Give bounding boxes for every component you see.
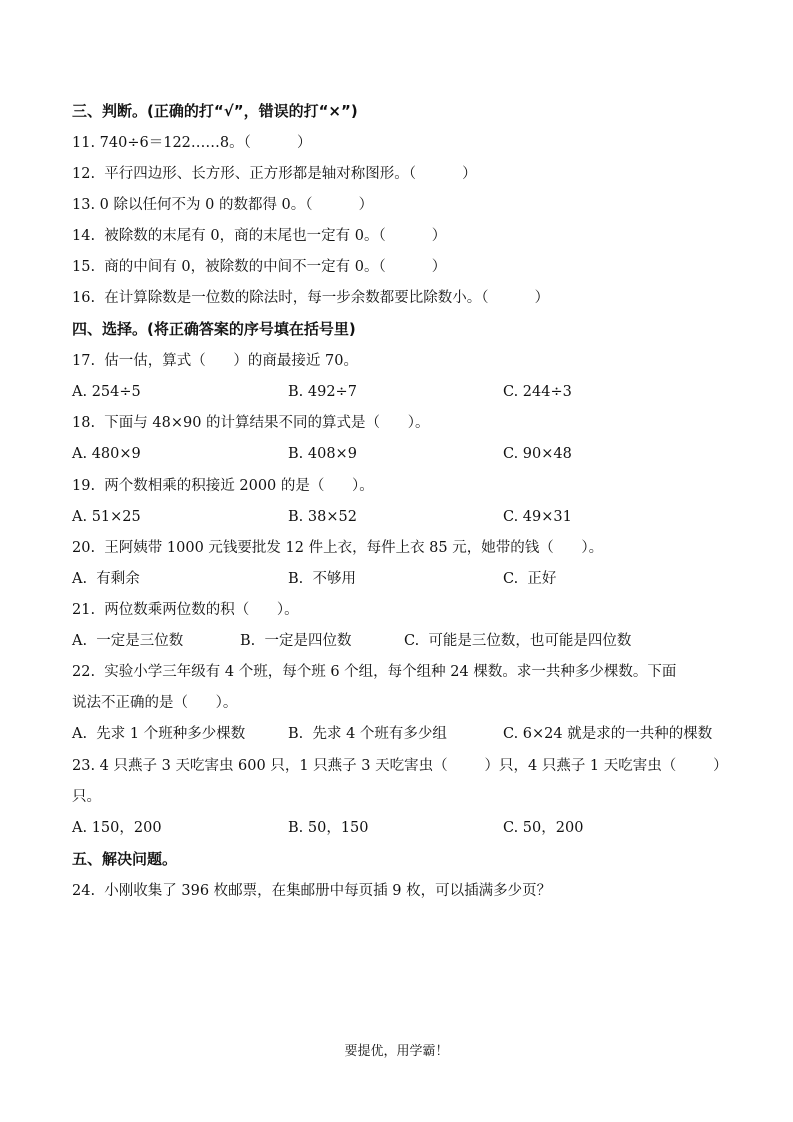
option-20-a: A. 有剩余 bbox=[72, 571, 140, 587]
question-23: 23. 4 只燕子 3 天吃害虫 600 只，1 只燕子 3 天吃害虫（ ）只，4 只燕子 1 天吃害虫（ ） bbox=[72, 758, 728, 774]
question-16: 16. 在计算除数是一位数的除法时，每一步余数都要比除数小。（ ） bbox=[72, 290, 550, 306]
option-17-a: A. 254÷5 bbox=[72, 384, 141, 400]
option-18-b: B. 408×9 bbox=[288, 446, 357, 462]
question-17: 17. 估一估，算式（ ）的商最接近 70。 bbox=[72, 353, 358, 369]
option-23-a: A. 150，200 bbox=[72, 820, 162, 836]
section-choice-title: 四、选择。(将正确答案的序号填在括号里) bbox=[72, 320, 356, 338]
option-22-a: A. 先求 1 个班种多少棵数 bbox=[72, 726, 246, 742]
option-18-a: A. 480×9 bbox=[72, 446, 141, 462]
question-24: 24. 小刚收集了 396 枚邮票，在集邮册中每页插 9 枚，可以插满多少页？ bbox=[72, 883, 552, 899]
question-20: 20. 王阿姨带 1000 元钱要批发 12 件上衣，每件上衣 85 元，她带的钱（ ）。 bbox=[72, 540, 604, 556]
question-19: 19. 两个数相乘的积接近 2000 的是（ ）。 bbox=[72, 478, 374, 494]
question-21: 21. 两位数乘两位数的积（ ）。 bbox=[72, 602, 299, 618]
option-18-c: C. 90×48 bbox=[503, 446, 572, 462]
option-23-b: B. 50，150 bbox=[288, 820, 369, 836]
option-20-b: B. 不够用 bbox=[288, 571, 356, 587]
option-22-c: C. 6×24 就是求的一共种的棵数 bbox=[503, 726, 713, 742]
option-22-b: B. 先求 4 个班有多少组 bbox=[288, 726, 447, 742]
question-13: 13. 0 除以任何不为 0 的数都得 0。（ ） bbox=[72, 197, 374, 213]
option-21-a: A. 一定是三位数 bbox=[72, 633, 184, 649]
question-11: 11. 740÷6＝122……8。（ ） bbox=[72, 135, 312, 151]
question-15: 15. 商的中间有 0，被除数的中间不一定有 0。（ ） bbox=[72, 259, 447, 275]
question-14: 14. 被除数的末尾有 0，商的末尾也一定有 0。（ ） bbox=[72, 228, 447, 244]
option-21-c: C. 可能是三位数，也可能是四位数 bbox=[404, 633, 632, 649]
section-solve-title: 五、解决问题。 bbox=[72, 850, 178, 868]
page-footer: 要提优，用学霸！ bbox=[344, 1044, 449, 1059]
option-19-c: C. 49×31 bbox=[503, 509, 572, 525]
question-23-cont: 只。 bbox=[72, 789, 101, 805]
question-18: 18. 下面与 48×90 的计算结果不同的算式是（ ）。 bbox=[72, 415, 430, 431]
question-22: 22. 实验小学三年级有 4 个班，每个班 6 个组，每个组种 24 棵数。求一共种多少棵数。下面 bbox=[72, 664, 677, 680]
option-23-c: C. 50，200 bbox=[503, 820, 584, 836]
question-22-cont: 说法不正确的是（ ）。 bbox=[72, 695, 238, 711]
question-12: 12. 平行四边形、长方形、正方形都是轴对称图形。（ ） bbox=[72, 166, 477, 182]
section-judge-title: 三、判断。(正确的打“√”，错误的打“×”) bbox=[72, 102, 358, 120]
option-19-b: B. 38×52 bbox=[288, 509, 357, 525]
option-17-b: B. 492÷7 bbox=[288, 384, 357, 400]
option-19-a: A. 51×25 bbox=[72, 509, 141, 525]
option-21-b: B. 一定是四位数 bbox=[240, 633, 352, 649]
option-20-c: C. 正好 bbox=[503, 571, 557, 587]
option-17-c: C. 244÷3 bbox=[503, 384, 572, 400]
